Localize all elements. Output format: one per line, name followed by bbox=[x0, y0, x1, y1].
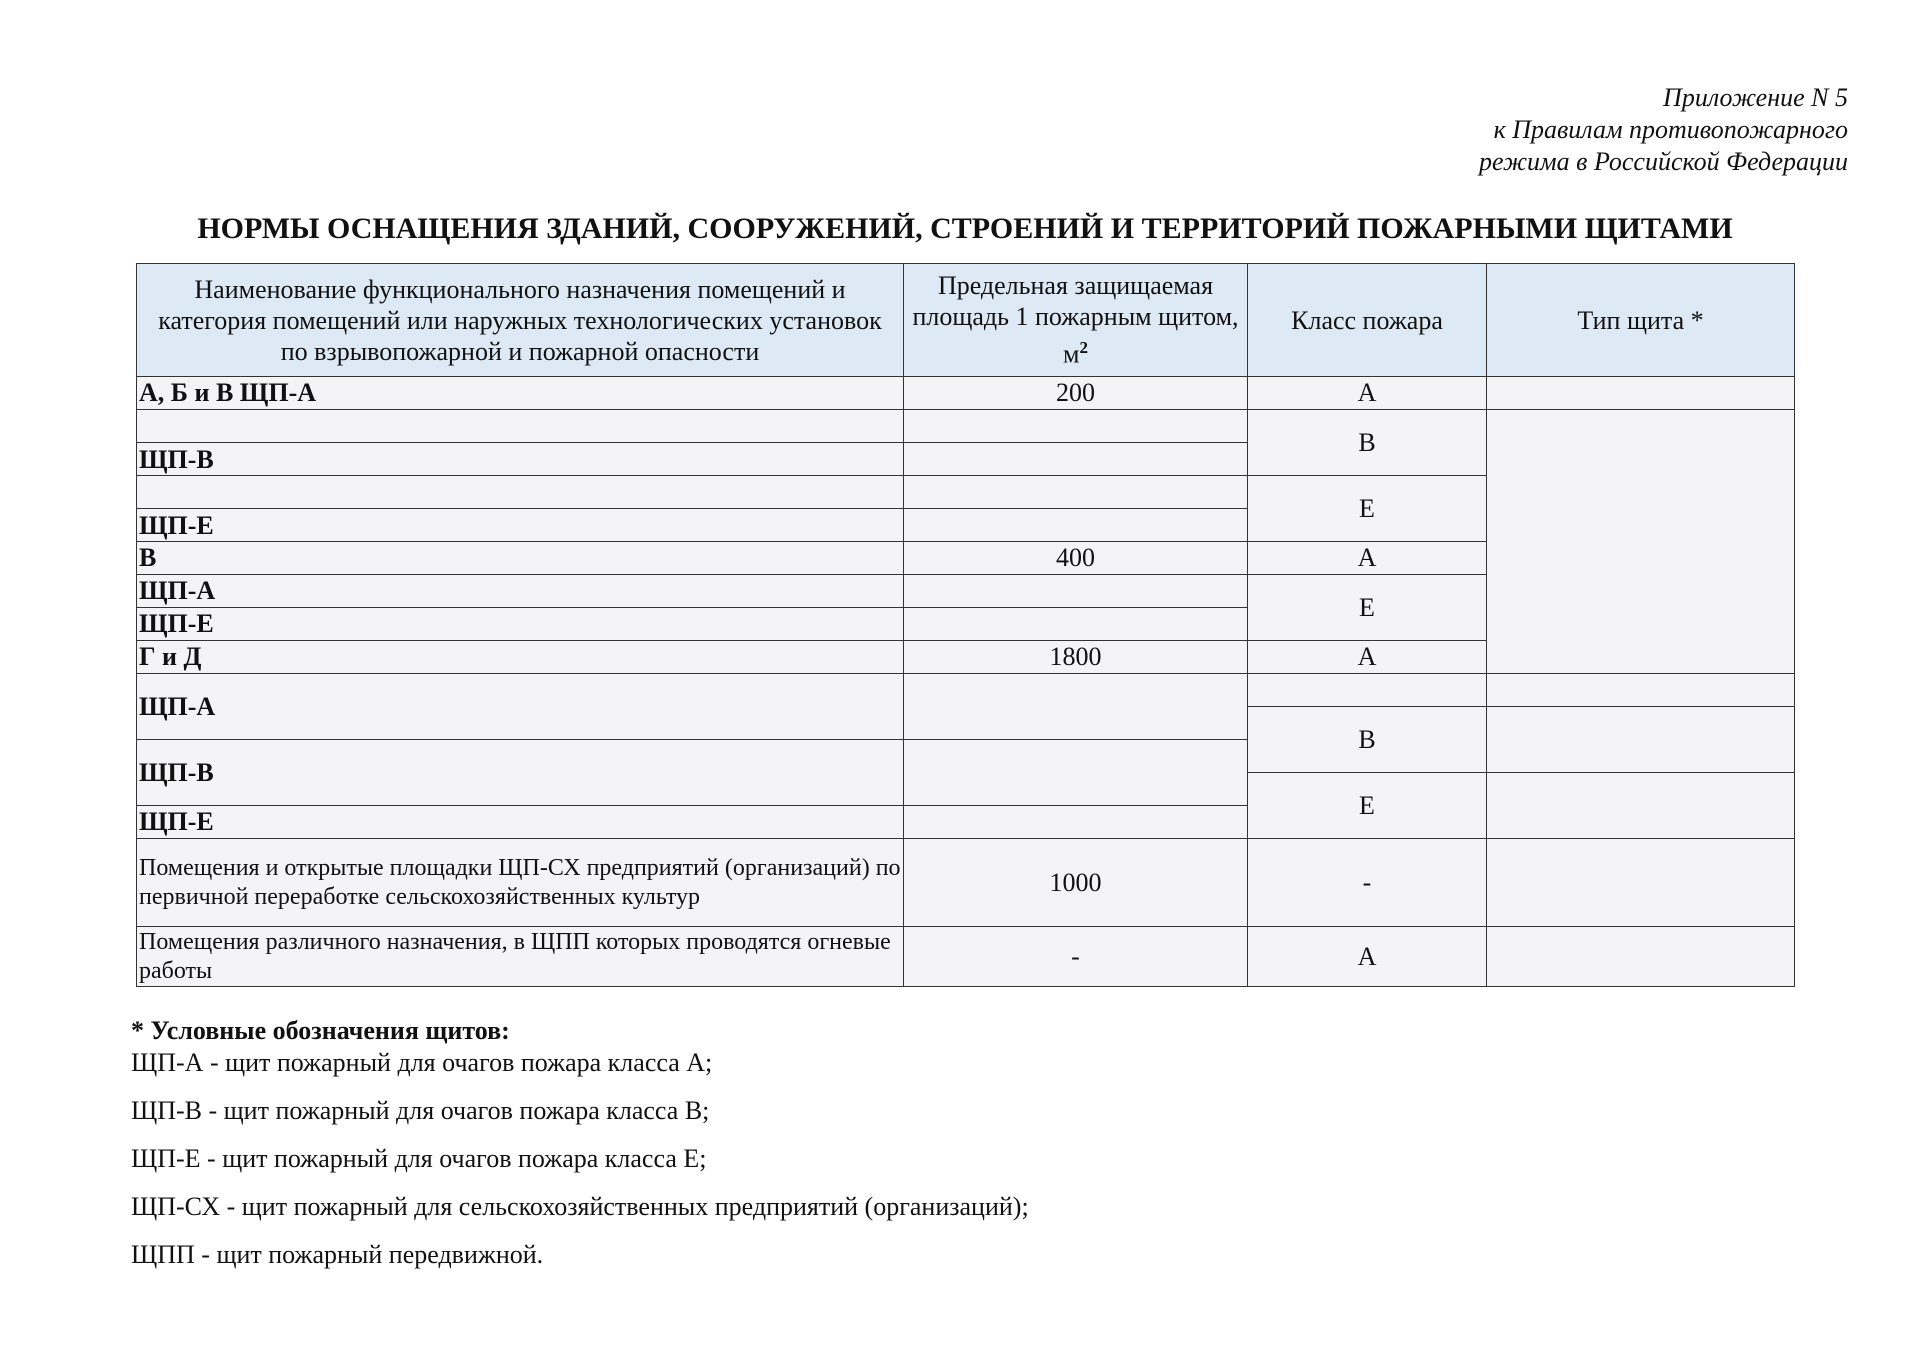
row-area: 400 bbox=[904, 542, 1248, 575]
row-area bbox=[904, 674, 1248, 740]
row-name: ЩП-Е bbox=[137, 608, 904, 641]
row-class: В bbox=[1248, 707, 1487, 773]
row-type bbox=[1487, 773, 1795, 839]
row-area bbox=[904, 443, 1248, 476]
row-type bbox=[1487, 410, 1795, 674]
row-class: Е bbox=[1248, 575, 1487, 641]
row-class: В bbox=[1248, 410, 1487, 476]
row-type bbox=[1487, 377, 1795, 410]
row-type bbox=[1487, 839, 1795, 927]
row-area bbox=[904, 608, 1248, 641]
row-area bbox=[904, 806, 1248, 839]
table-row bbox=[137, 410, 1795, 443]
header-purpose: Наименование функционального назначения помещений и категория помещений или наружных технологических установок по взрывопожарной и пожарной опасности bbox=[137, 264, 904, 377]
row-class: А bbox=[1248, 377, 1487, 410]
row-type bbox=[1487, 707, 1795, 773]
row-type bbox=[1487, 927, 1795, 987]
row-name: ЩП-Е bbox=[137, 509, 904, 542]
row-class: А bbox=[1248, 542, 1487, 575]
row-name: ЩП-В bbox=[137, 443, 904, 476]
row-area bbox=[904, 740, 1248, 806]
row-name: Г и Д bbox=[137, 641, 904, 674]
row-name: ЩП-Е bbox=[137, 806, 904, 839]
document-title: НОРМЫ ОСНАЩЕНИЯ ЗДАНИЙ, СООРУЖЕНИЙ, СТРОЕНИЙ И ТЕРРИТОРИЙ ПОЖАРНЫМИ ЩИТАМИ bbox=[197, 212, 1733, 245]
norms-table bbox=[136, 263, 1795, 987]
row-name: ЩП-А bbox=[137, 575, 904, 608]
table-row bbox=[137, 839, 1795, 927]
header-area bbox=[904, 264, 1248, 377]
row-area: 200 bbox=[904, 377, 1248, 410]
table-row bbox=[137, 927, 1795, 987]
row-name: В bbox=[137, 542, 904, 575]
legend-item: ЩП-СХ - щит пожарный для сельскохозяйственных предприятий (организаций); bbox=[131, 1192, 1029, 1221]
table-header-row bbox=[137, 264, 1795, 377]
row-name: Помещения различного назначения, в ЩПП которых проводятся огневые работы bbox=[137, 927, 904, 987]
table-row bbox=[137, 674, 1795, 707]
row-class: А bbox=[1248, 641, 1487, 674]
legend-title: * Условные обозначения щитов: bbox=[131, 1016, 510, 1045]
header-fire-class: Класс пожара bbox=[1248, 264, 1487, 377]
appendix-reference bbox=[1250, 82, 1848, 178]
row-name bbox=[137, 410, 904, 443]
row-area: 1800 bbox=[904, 641, 1248, 674]
legend-item: ЩП-А - щит пожарный для очагов пожара класса А; bbox=[131, 1048, 713, 1077]
appendix-number: Приложение N 5 bbox=[1663, 83, 1848, 112]
row-area bbox=[904, 476, 1248, 509]
row-class: Е bbox=[1248, 773, 1487, 839]
legend-item: ЩП-Е - щит пожарный для очагов пожара класса Е; bbox=[131, 1144, 707, 1173]
legend-item: ЩП-В - щит пожарный для очагов пожара класса В; bbox=[131, 1096, 710, 1125]
row-area: 1000 bbox=[904, 839, 1248, 927]
row-name: ЩП-А bbox=[137, 674, 904, 740]
row-name: ЩП-В bbox=[137, 740, 904, 806]
appendix-regime-line: режима в Российской Федерации bbox=[1478, 147, 1848, 176]
row-name bbox=[137, 476, 904, 509]
row-name: А, Б и В ЩП-А bbox=[137, 377, 904, 410]
row-class: Е bbox=[1248, 476, 1487, 542]
row-area bbox=[904, 509, 1248, 542]
legend-item: ЩПП - щит пожарный передвижной. bbox=[131, 1240, 544, 1269]
row-area bbox=[904, 575, 1248, 608]
row-class: А bbox=[1248, 927, 1487, 987]
header-shield-type: Тип щита * bbox=[1487, 264, 1795, 377]
row-type bbox=[1487, 674, 1795, 707]
appendix-rules-line: к Правилам противопожарного bbox=[1493, 115, 1848, 144]
row-class: - bbox=[1248, 839, 1487, 927]
row-name: Помещения и открытые площадки ЩП-СХ предприятий (организаций) по первичной переработке сельскохозяйственных культур bbox=[137, 839, 904, 927]
row-area bbox=[904, 410, 1248, 443]
table-row bbox=[137, 377, 1795, 410]
row-area: - bbox=[904, 927, 1248, 987]
legend bbox=[131, 1014, 1029, 1288]
header-area-superscript: 2 bbox=[1079, 338, 1088, 358]
row-class bbox=[1248, 674, 1487, 707]
header-area-text: Предельная защищаемая площадь 1 пожарным щитом, м bbox=[912, 271, 1239, 369]
